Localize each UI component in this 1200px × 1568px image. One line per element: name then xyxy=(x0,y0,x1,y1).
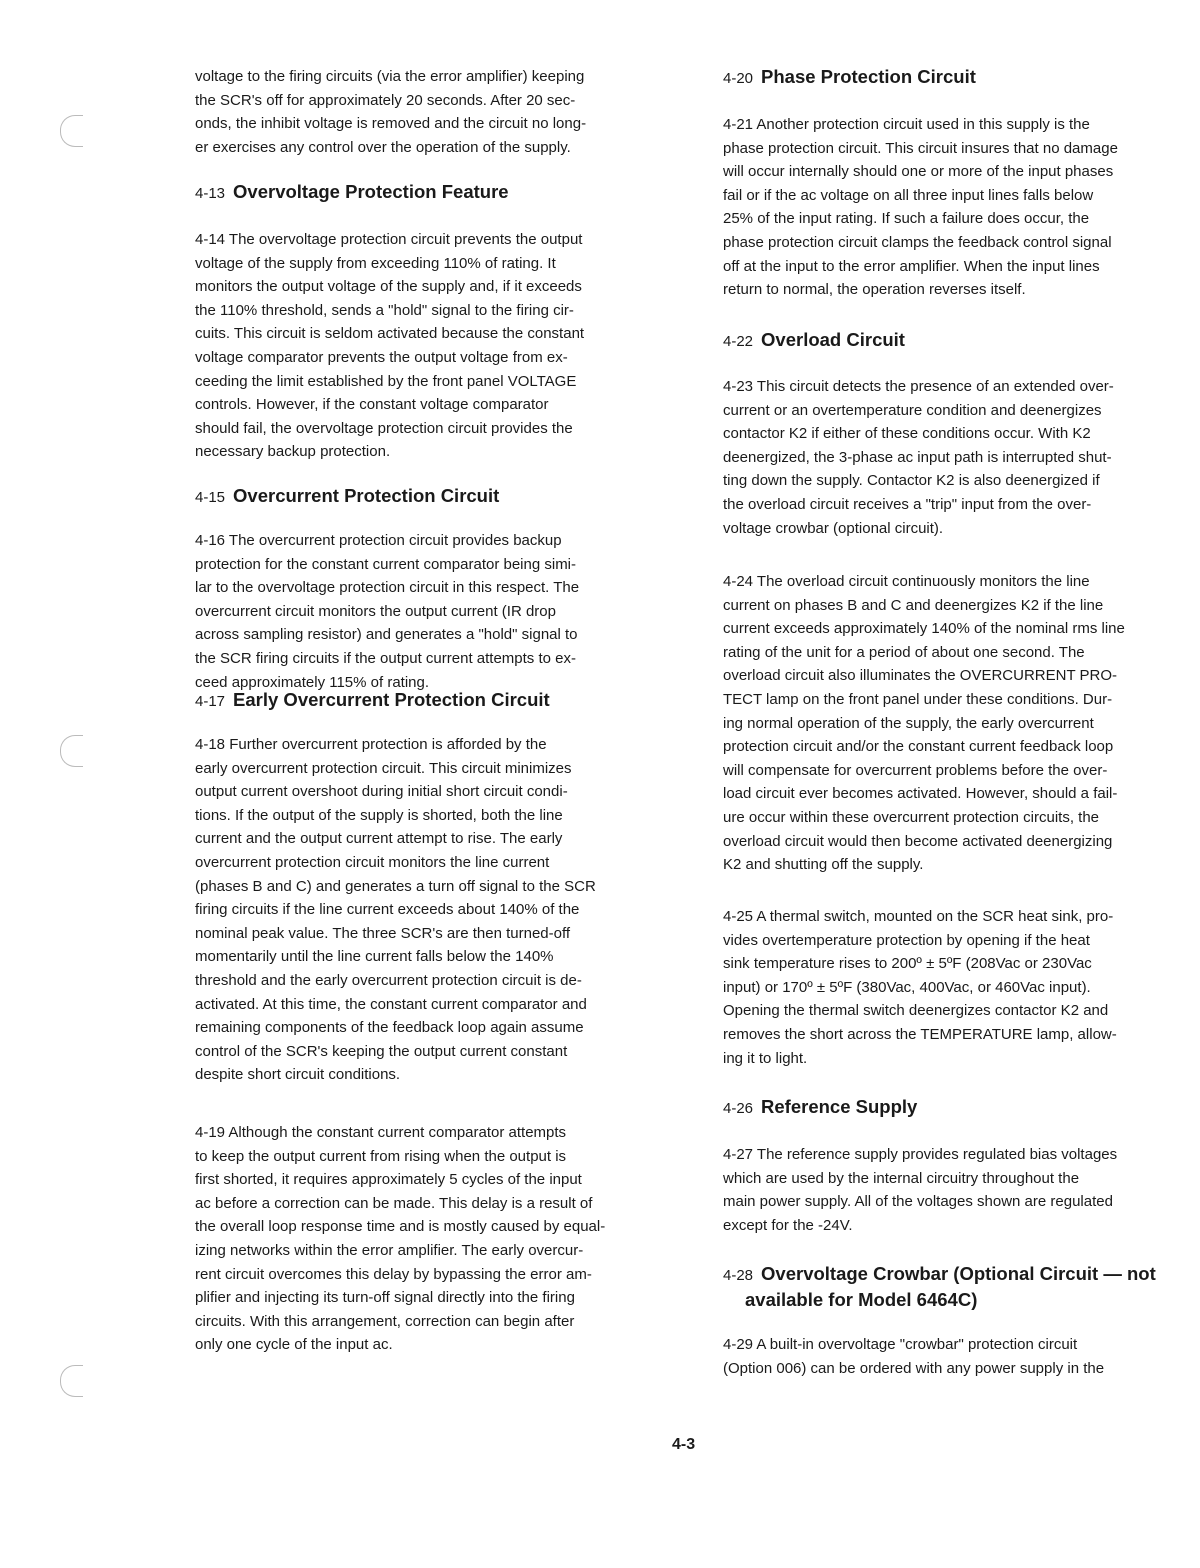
text-line: off at the input to the error amplifier. When the input lines xyxy=(723,257,1100,275)
text-line: 4-24 The overload circuit continuously monitors the line xyxy=(723,573,1090,590)
text-line: will compensate for overcurrent problems before the over- xyxy=(723,761,1108,779)
text-line: vides overtemperature protection by opening if the heat xyxy=(723,931,1090,949)
section-title: Overvoltage Crowbar (Optional Circuit — not xyxy=(761,1263,1156,1284)
text-line: current exceeds approximately 140% of the nominal rms line xyxy=(723,620,1125,638)
text-line: activated. At this time, the constant current comparator and xyxy=(195,995,587,1013)
text-line: current or an overtemperature condition and deenergizes xyxy=(723,401,1102,419)
paragraph-4-14 xyxy=(195,228,685,464)
text-line: Opening the thermal switch deenergizes contactor K2 and xyxy=(723,1002,1109,1020)
text-line: early overcurrent protection circuit. This circuit minimizes xyxy=(195,759,572,777)
text-line: load circuit ever becomes activated. However, should a fail- xyxy=(723,785,1118,803)
section-title: Phase Protection Circuit xyxy=(761,66,976,87)
text-line: return to normal, the operation reverses itself. xyxy=(723,281,1026,299)
text-line: only one cycle of the input ac. xyxy=(195,1336,393,1354)
paragraph-4-25 xyxy=(723,905,1200,1070)
text-line: rating of the unit for a period of about one second. The xyxy=(723,643,1085,661)
text-line: the SCR firing circuits if the output current attempts to ex- xyxy=(195,649,576,667)
text-line: overload circuit would then become activated deenergizing xyxy=(723,832,1113,850)
text-line: 25% of the input rating. If such a failure does occur, the xyxy=(723,210,1090,228)
text-line: necessary backup protection. xyxy=(195,443,391,461)
text-line: main power supply. All of the voltages shown are regulated xyxy=(723,1193,1113,1211)
paragraph-intro xyxy=(195,65,685,159)
text-line: overcurrent circuit monitors the output current (IR drop xyxy=(195,602,556,620)
text-line: ceed approximately 115% of rating. xyxy=(195,673,430,691)
text-line: tions. If the output of the supply is shorted, both the line xyxy=(195,806,563,824)
section-number: 4-13 xyxy=(195,185,226,202)
text-line: current and the output current attempt to rise. The early xyxy=(195,830,563,848)
text-line: onds, the inhibit voltage is removed and the circuit no long- xyxy=(195,115,587,133)
text-line: voltage of the supply from exceeding 110% of rating. It xyxy=(195,254,556,272)
text-line: (Option 006) can be ordered with any power supply in the xyxy=(723,1359,1105,1377)
page-number: 4-3 xyxy=(672,1436,696,1453)
heading-4-17 xyxy=(195,688,685,714)
text-line: voltage comparator prevents the output voltage from ex- xyxy=(195,348,568,366)
paragraph-4-29 xyxy=(723,1333,1200,1380)
text-line: 4-18 Further overcurrent protection is afforded by the xyxy=(195,736,547,753)
text-line: lar to the overvoltage protection circuit in this respect. The xyxy=(195,579,580,597)
text-line: overload circuit also illuminates the OVERCURRENT PRO- xyxy=(723,667,1118,685)
heading-4-26 xyxy=(723,1095,1200,1121)
binder-hole-mark xyxy=(60,735,83,767)
heading-4-28 xyxy=(723,1262,1200,1311)
text-line: firing circuits if the line current exceeds about 140% of the xyxy=(195,901,580,919)
text-line: control of the SCR's keeping the output current constant xyxy=(195,1042,568,1060)
text-line: 4-25 A thermal switch, mounted on the SCR heat sink, pro- xyxy=(723,908,1114,925)
text-line: to keep the output current from rising when the output is xyxy=(195,1147,567,1165)
section-number: 4-22 xyxy=(723,333,754,350)
text-line: ing it to light. xyxy=(723,1049,808,1067)
section-title: Overvoltage Protection Feature xyxy=(233,181,509,202)
text-line: contactor K2 if either of these conditions occur. With K2 xyxy=(723,425,1091,443)
paragraph-4-19 xyxy=(195,1121,685,1357)
text-line: fail or if the ac voltage on all three input lines falls below xyxy=(723,186,1094,204)
text-line: the overall loop response time and is mostly caused by equal- xyxy=(195,1218,606,1236)
text-line: which are used by the internal circuitry throughout the xyxy=(723,1169,1080,1187)
text-line: current on phases B and C and deenergizes K2 if the line xyxy=(723,596,1104,614)
section-title: Early Overcurrent Protection Circuit xyxy=(233,689,550,710)
text-line: despite short circuit conditions. xyxy=(195,1066,401,1084)
section-number: 4-15 xyxy=(195,489,226,506)
text-line: remaining components of the feedback loop again assume xyxy=(195,1019,584,1037)
text-line: 4-29 A built-in overvoltage "crowbar" protection circuit xyxy=(723,1336,1078,1353)
text-line: protection for the constant current comparator being simi- xyxy=(195,555,577,573)
text-line: plifier and injecting its turn-off signal directly into the firing xyxy=(195,1289,575,1307)
text-line: K2 and shutting off the supply. xyxy=(723,856,924,874)
text-line: monitors the output voltage of the supply and, if it exceeds xyxy=(195,278,582,296)
text-line: ac before a correction can be made. This delay is a result of xyxy=(195,1194,593,1212)
text-line: the overload circuit receives a "trip" input from the over- xyxy=(723,495,1092,513)
text-line: overcurrent protection circuit monitors the line current xyxy=(195,853,550,871)
text-line: phase protection circuit. This circuit insures that no damage xyxy=(723,139,1118,157)
text-line: nominal peak value. The three SCR's are then turned-off xyxy=(195,924,571,942)
text-line: er exercises any control over the operation of the supply. xyxy=(195,138,571,156)
section-title: Reference Supply xyxy=(761,1096,918,1117)
text-line: sink temperature rises to 200º ± 5ºF (208Vac or 230Vac xyxy=(723,955,1092,973)
text-line: rent circuit overcomes this delay by bypassing the error am- xyxy=(195,1265,592,1283)
text-line: first shorted, it requires approximately 5 cycles of the input xyxy=(195,1171,582,1189)
text-line: circuits. With this arrangement, correction can begin after xyxy=(195,1312,575,1330)
text-line: 4-23 This circuit detects the presence of an extended over- xyxy=(723,378,1114,395)
text-line: 4-21 Another protection circuit used in this supply is the xyxy=(723,116,1090,133)
text-line: the 110% threshold, sends a "hold" signal to the firing cir- xyxy=(195,301,574,319)
text-line: voltage to the firing circuits (via the error amplifier) keeping xyxy=(195,68,585,85)
section-title: Overload Circuit xyxy=(761,329,905,350)
text-line: phase protection circuit clamps the feedback control signal xyxy=(723,233,1112,251)
text-line: izing networks within the error amplifier. The early overcur- xyxy=(195,1241,584,1259)
text-line: output current overshoot during initial short circuit condi- xyxy=(195,783,568,801)
paragraph-4-16 xyxy=(195,529,685,694)
heading-4-15 xyxy=(195,484,685,510)
paragraph-4-23 xyxy=(723,375,1200,540)
paragraph-4-24 xyxy=(723,570,1200,877)
text-line: will occur internally should one or more of the input phases xyxy=(723,163,1114,181)
text-line: the SCR's off for approximately 20 seconds. After 20 sec- xyxy=(195,91,576,109)
heading-4-13 xyxy=(195,180,685,206)
text-line: voltage crowbar (optional circuit). xyxy=(723,519,944,537)
text-line: momentarily until the line current falls below the 140% xyxy=(195,948,554,966)
section-number: 4-26 xyxy=(723,1100,754,1117)
text-line: cuits. This circuit is seldom activated because the constant xyxy=(195,325,585,343)
section-number: 4-28 xyxy=(723,1267,754,1284)
text-line: ing normal operation of the supply, the early overcurrent xyxy=(723,714,1094,732)
text-line: 4-14 The overvoltage protection circuit prevents the output xyxy=(195,231,583,248)
binder-hole-mark xyxy=(60,115,83,147)
text-line: across sampling resistor) and generates a "hold" signal to xyxy=(195,626,578,644)
text-line: ure occur within these overcurrent protection circuits, the xyxy=(723,808,1100,826)
text-line: TECT lamp on the front panel under these conditions. Dur- xyxy=(723,690,1113,708)
binder-hole-mark xyxy=(60,1365,83,1397)
paragraph-4-21 xyxy=(723,113,1200,302)
text-line: removes the short across the TEMPERATURE lamp, allow- xyxy=(723,1025,1117,1043)
text-line: should fail, the overvoltage protection circuit provides the xyxy=(195,419,573,437)
text-line: ceeding the limit established by the front panel VOLTAGE xyxy=(195,372,577,390)
text-line: except for the -24V. xyxy=(723,1216,853,1234)
text-line: controls. However, if the constant voltage comparator xyxy=(195,396,549,414)
text-line: 4-27 The reference supply provides regulated bias voltages xyxy=(723,1146,1118,1163)
text-line: (phases B and C) and generates a turn off signal to the SCR xyxy=(195,877,596,895)
text-line: threshold and the early overcurrent protection circuit is de- xyxy=(195,971,582,989)
text-line: 4-16 The overcurrent protection circuit provides backup xyxy=(195,532,562,549)
heading-4-20 xyxy=(723,65,1200,91)
text-line: input) or 170º ± 5ºF (380Vac, 400Vac, or 460Vac input). xyxy=(723,978,1091,996)
text-line: deenergized, the 3-phase ac input path is interrupted shut- xyxy=(723,448,1112,466)
text-line: ting down the supply. Contactor K2 is also deenergized if xyxy=(723,472,1100,490)
heading-4-22 xyxy=(723,328,1200,354)
paragraph-4-18 xyxy=(195,733,685,1087)
text-line: 4-19 Although the constant current comparator attempts xyxy=(195,1124,567,1141)
section-title: Overcurrent Protection Circuit xyxy=(233,485,500,506)
section-number: 4-20 xyxy=(723,70,754,87)
paragraph-4-27 xyxy=(723,1143,1200,1237)
section-number: 4-17 xyxy=(195,693,226,710)
section-title-continued: available for Model 6464C) xyxy=(745,1288,978,1310)
text-line: protection circuit and/or the constant current feedback loop xyxy=(723,738,1114,756)
